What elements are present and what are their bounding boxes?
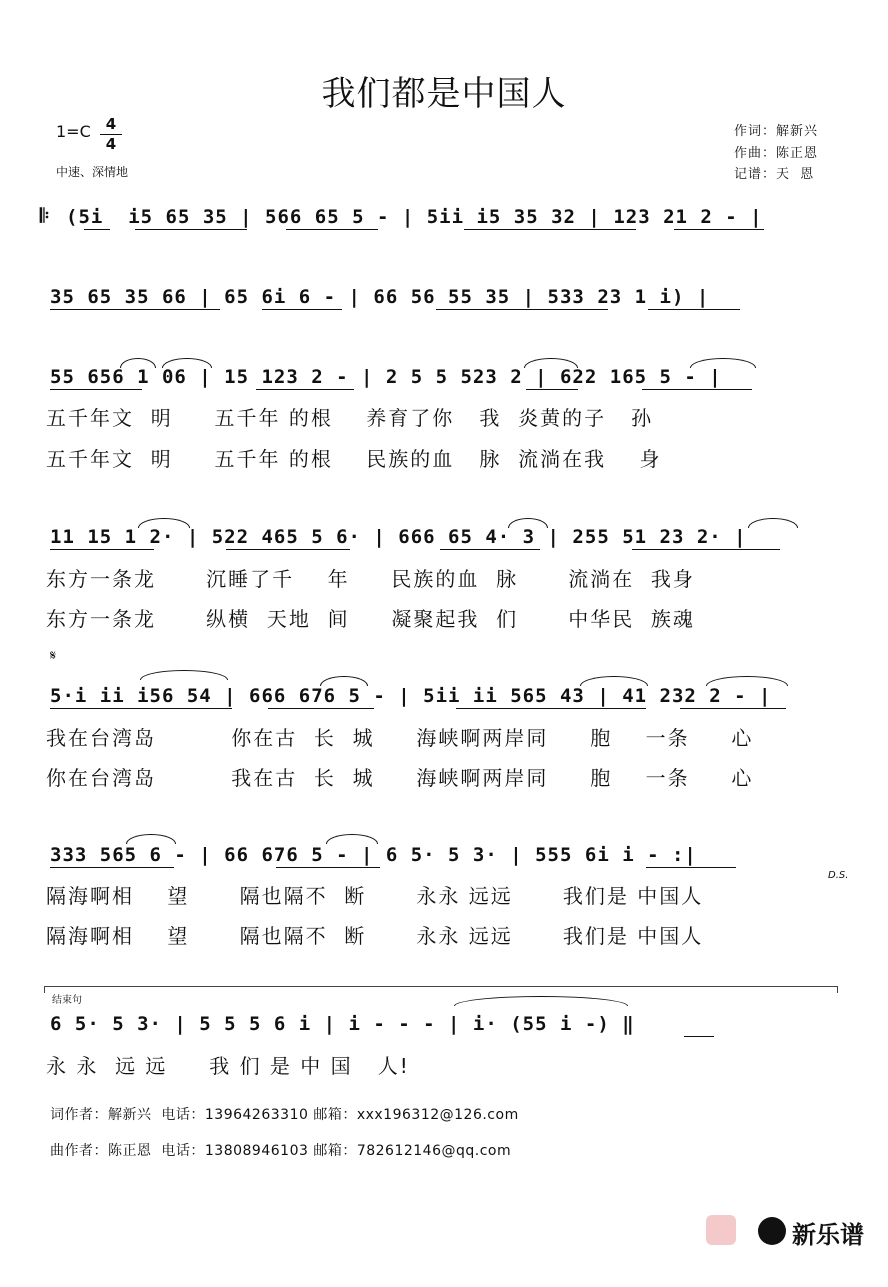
transcriber-credit: 记谱：天 恩 <box>734 167 815 182</box>
beam <box>276 867 380 868</box>
time-signature <box>100 116 122 153</box>
slur <box>326 834 378 844</box>
key-signature: 1=C <box>56 122 91 141</box>
notation-line-4: 11 15 1 2· | 522 465 5 6· | 666 65 4· 3 | 255 51 23 2· | <box>50 526 747 548</box>
beam <box>135 229 247 230</box>
lyric-line-3-verse-2: 五千年文 明 五千年 的根 民族的血 脉 流淌在我 身 <box>46 447 662 471</box>
slur <box>320 676 368 686</box>
beam <box>84 229 110 230</box>
beam <box>684 1036 714 1037</box>
lyricist-contact: 词作者：解新兴 电话：13964263310 邮箱：xxx196312@126.com <box>50 1107 519 1123</box>
slur <box>162 358 212 368</box>
beam <box>648 309 740 310</box>
segno-sign: 𝄋 <box>50 648 57 664</box>
site-logo <box>706 1211 876 1251</box>
beam <box>632 549 780 550</box>
lyric-line-4-verse-2: 东方一条龙 纵横 天地 间 凝聚起我 们 中华民 族魂 <box>46 607 695 631</box>
slur <box>748 518 798 528</box>
time-signature-bottom: 4 <box>105 135 117 153</box>
beam <box>50 549 154 550</box>
ending-label: 结束句 <box>52 995 82 1006</box>
notation-line-2: 35 65 35 66 | 65 6i 6 - | 66 56 55 35 | 533 23 1 i) | <box>50 286 710 308</box>
ending-bracket <box>44 986 838 993</box>
beam <box>680 708 786 709</box>
beam <box>50 389 142 390</box>
lyric-line-6-verse-2: 隔海啊相 望 隔也隔不 断 永永 远远 我们是 中国人 <box>46 924 704 948</box>
beam <box>464 229 636 230</box>
slur <box>454 996 628 1006</box>
lyric-line-6-verse-1: 隔海啊相 望 隔也隔不 断 永永 远远 我们是 中国人 <box>46 884 704 908</box>
beam <box>50 309 220 310</box>
beam <box>50 867 174 868</box>
beam <box>456 708 646 709</box>
beam <box>674 229 764 230</box>
logo-text: 新乐谱 <box>792 1221 864 1249</box>
notation-line-6: 333 565 6 - | 66 676 5 - | 6 5· 5 3· | 555 6i i - :| <box>50 844 697 866</box>
logo-mark-icon <box>706 1215 736 1245</box>
slur <box>524 358 578 368</box>
beam <box>642 389 752 390</box>
repeat-start-sign: 𝄆 <box>40 205 50 227</box>
lyric-line-7: 永 永 远 远 我 们 是 中 国 人! <box>46 1054 410 1078</box>
lyric-line-5-verse-2: 你在台湾岛 我在古 长 城 海峡啊两岸同 胞 一条 心 <box>46 766 754 790</box>
beam <box>286 229 378 230</box>
slur <box>138 518 190 528</box>
lyricist-credit: 作词：解新兴 <box>734 124 819 139</box>
composer-credit: 作曲：陈正恩 <box>734 146 819 161</box>
page-title: 我们都是中国人 <box>321 74 567 114</box>
beam <box>262 309 342 310</box>
time-signature-top: 4 <box>105 115 117 133</box>
ds-marking: D.S. <box>828 870 849 881</box>
lyric-line-5-verse-1: 我在台湾岛 你在古 长 城 海峡啊两岸同 胞 一条 心 <box>46 726 754 750</box>
beam <box>526 389 578 390</box>
slur <box>126 834 176 844</box>
beam <box>268 708 374 709</box>
tempo-marking: 中速、深情地 <box>56 165 129 179</box>
beam <box>226 549 350 550</box>
slur <box>706 676 788 686</box>
composer-contact: 曲作者：陈正恩 电话：13808946103 邮箱：782612146@qq.com <box>50 1143 512 1159</box>
slur <box>690 358 756 368</box>
slur <box>120 358 156 368</box>
notation-line-3: 55 656 1 06 | 15 123 2 - | 2 5 5 523 2 | 622 165 5 - | <box>50 366 722 388</box>
beam <box>256 389 354 390</box>
record-disc-icon <box>758 1217 786 1245</box>
beam <box>646 867 736 868</box>
notation-line-7: 6 5· 5 3· | 5 5 5 6 i | i - - - | i· (55 i -) ‖ <box>50 1013 635 1035</box>
lyric-line-4-verse-1: 东方一条龙 沉睡了千 年 民族的血 脉 流淌在 我身 <box>46 567 695 591</box>
beam <box>440 549 540 550</box>
notation-line-1: (5i i5 65 35 | 566 65 5 - | 5ii i5 35 32 | 123 21 2 - | <box>66 206 763 228</box>
beam <box>436 309 608 310</box>
slur <box>508 518 548 528</box>
slur <box>140 670 228 680</box>
notation-line-5: 5·i ii i56 54 | 666 676 5 - | 5ii ii 565 43 | 41 232 2 - | <box>50 685 772 707</box>
slur <box>580 676 648 686</box>
beam <box>50 708 232 709</box>
lyric-line-3-verse-1: 五千年文 明 五千年 的根 养育了你 我 炎黄的子 孙 <box>46 406 654 430</box>
